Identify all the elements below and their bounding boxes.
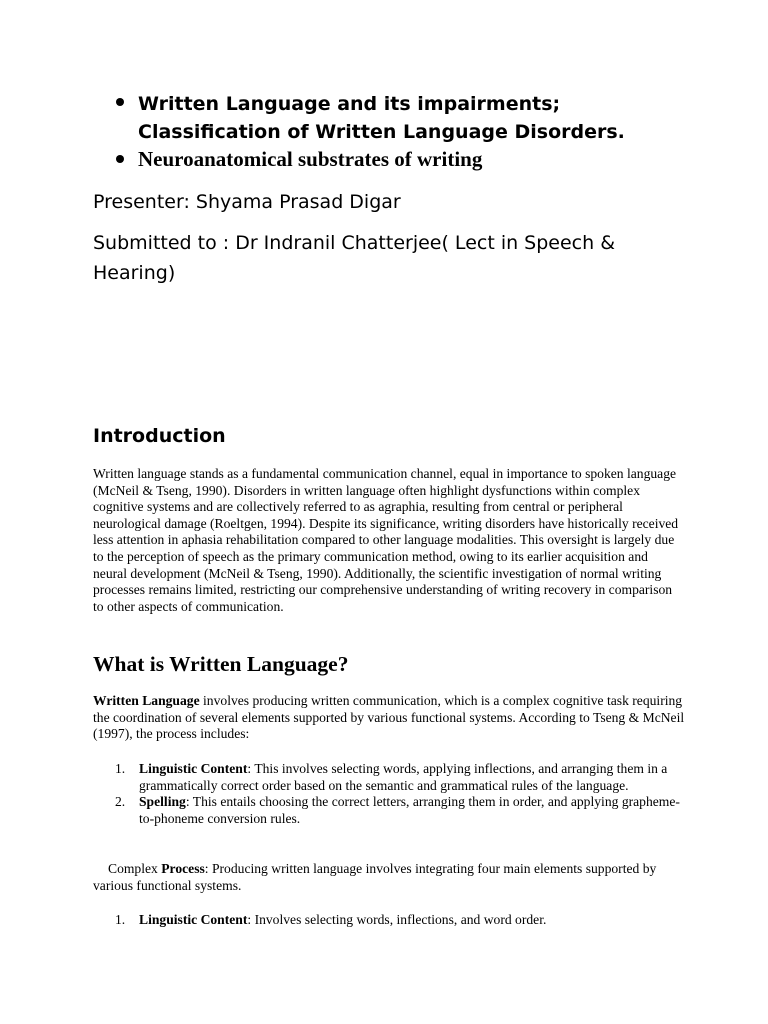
topic-bullet-2: Neuroanatomical substrates of writing [138, 147, 483, 171]
list-item [93, 761, 693, 794]
submitted-to-line: Submitted to : Dr Indranil Chatterjee( Lect in Speech & Hearing) [93, 232, 616, 284]
list-number: 1. [115, 912, 126, 927]
what-is-paragraph [93, 693, 693, 743]
presenter-line: Presenter: Shyama Prasad Digar [93, 191, 401, 213]
list-item-text: : This involves selecting words, applying inflections, and arranging them in a grammatically correct order based on the semantic and grammatical rules of the language. [139, 761, 668, 793]
term-bold: Spelling [139, 794, 186, 810]
list-number: 2. [115, 794, 126, 810]
term-bold: Process [161, 861, 205, 876]
introduction-paragraph: Written language stands as a fundamental communication channel, equal in importance to spoken language (McNeil & Tseng, 1990). Disorders in written language often highlight dysfunctions within complex cognitive systems and are collectively referred to as agraphia, resulting from central or peripheral neurological damage (Roeltgen, 1994). Despite its significance, writing disorders have historically received less attention in aphasia rehabilitation compared to other language modalities. This oversight is largely due to the perception of speech as the primary communication method, owing to its earlier acquisition and neural development (McNeil & Tseng, 1990). Additionally, the scientific investigation of normal writing processes remains limited, restricting our comprehensive understanding of writing recovery in comparison to other aspects of communication. [93, 466, 679, 614]
topic-bullet-1: Written Language and its impairments; Classification of Written Language Disorders. [138, 93, 625, 143]
paragraph-text: : Producing written language involves integrating four main elements supported by various functional systems. [93, 861, 657, 893]
term-bold: Written Language [93, 693, 200, 708]
bullet-dot-icon [116, 98, 124, 106]
list-item [93, 912, 693, 929]
what-is-heading: What is Written Language? [93, 652, 349, 676]
introduction-heading: Introduction [93, 425, 226, 447]
elements-list [93, 912, 693, 929]
complex-process-paragraph [93, 861, 693, 894]
bullet-dot-icon [116, 155, 124, 163]
list-item-text: : Involves selecting words, inflections, and word order. [247, 912, 547, 927]
paragraph-text: involves producing written communication, which is a complex cognitive task requiring the coordination of several elements supported by various functional systems. According to Tseng & McNeil (1997), the process includes: [93, 693, 685, 742]
process-list [93, 761, 693, 827]
term-bold: Linguistic Content [139, 912, 248, 927]
term-bold: Linguistic Content [139, 761, 248, 776]
list-item [93, 794, 693, 827]
paragraph-text: Complex [108, 861, 162, 876]
list-number: 1. [115, 761, 126, 776]
list-item-text: : This entails choosing the correct letters, arranging them in order, and applying grapheme-to-phoneme conversion rules. [139, 794, 680, 826]
